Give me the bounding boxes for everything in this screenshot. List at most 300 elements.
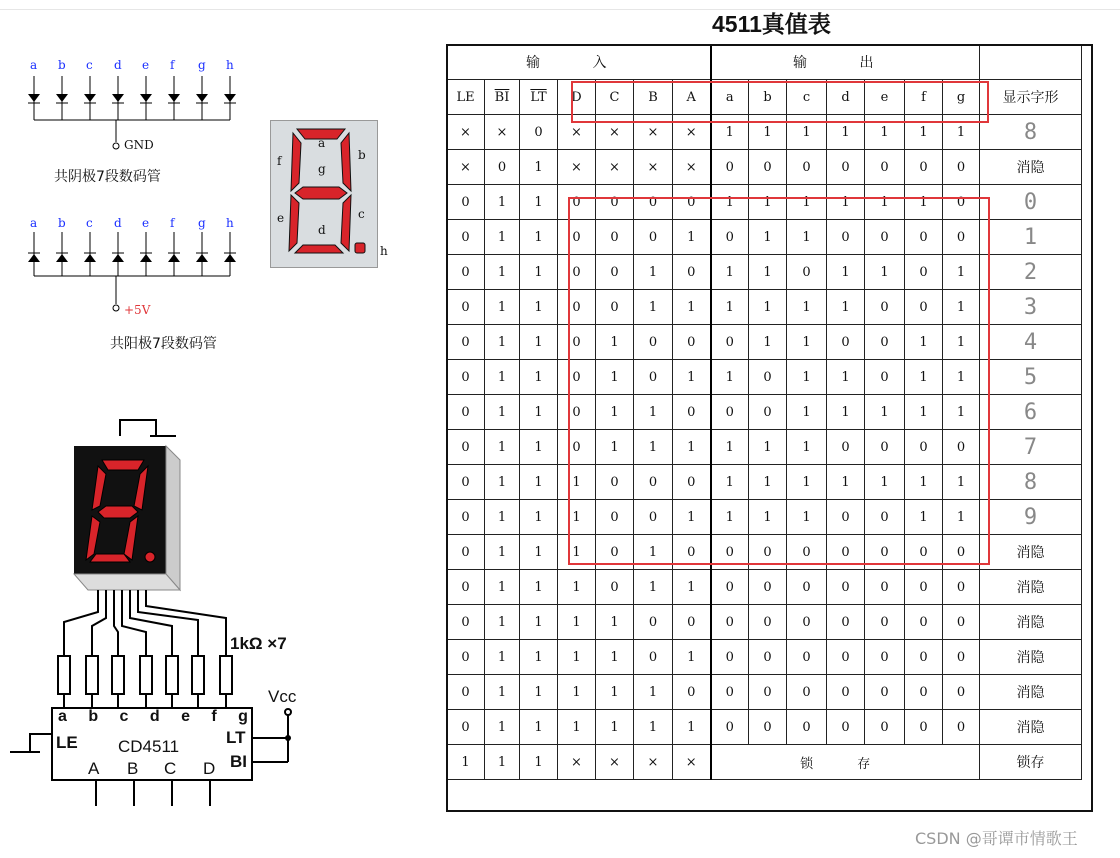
table-cell: 0	[827, 535, 865, 570]
table-cell: 1	[749, 290, 787, 325]
table-cell: 1	[485, 570, 520, 605]
chip-pin-d: d	[149, 708, 160, 725]
table-cell: ×	[634, 150, 673, 185]
group-header-row	[447, 45, 1082, 80]
table-cell: 1	[485, 255, 520, 290]
table-cell: 0	[943, 535, 980, 570]
column-header: e	[865, 80, 905, 115]
chip-name: CD4511	[118, 737, 180, 756]
table-cell: 0	[787, 605, 827, 640]
table-cell: 消隐	[980, 640, 1082, 675]
table-cell: 1	[865, 465, 905, 500]
table-cell: 0	[596, 255, 634, 290]
column-header: B	[634, 80, 673, 115]
chip-pin-g: g	[238, 708, 248, 725]
table-cell: 0	[596, 465, 634, 500]
table-cell: 1	[520, 290, 558, 325]
table-cell: 1	[485, 675, 520, 710]
table-cell: 1	[558, 500, 596, 535]
input-group-header: 输 入	[447, 45, 711, 80]
table-row	[447, 675, 1082, 710]
table-cell: 0	[865, 535, 905, 570]
table-cell: 1	[749, 220, 787, 255]
table-cell: 1	[485, 745, 520, 780]
table-cell: 4	[980, 325, 1082, 360]
table-cell: 1	[485, 325, 520, 360]
chip-top-pins	[58, 708, 248, 726]
table-cell: 0	[447, 640, 485, 675]
table-cell: 1	[520, 395, 558, 430]
column-header: g	[943, 80, 980, 115]
table-cell: 0	[943, 710, 980, 745]
table-cell: 1	[787, 220, 827, 255]
table-cell: 8	[980, 465, 1082, 500]
table-cell: 1	[943, 325, 980, 360]
table-cell: 1	[520, 360, 558, 395]
table-cell: 0	[905, 290, 943, 325]
table-cell: 0	[447, 185, 485, 220]
table-row	[447, 290, 1082, 325]
table-cell: 0	[865, 150, 905, 185]
table-cell: 1	[787, 465, 827, 500]
table-cell: 1	[943, 290, 980, 325]
table-cell: 1	[520, 500, 558, 535]
table-cell: 1	[749, 185, 787, 220]
table-cell: ×	[634, 115, 673, 150]
seg-label-d: d	[114, 58, 122, 72]
table-cell: 0	[673, 675, 711, 710]
table-cell: 1	[905, 500, 943, 535]
table-cell: 1	[827, 255, 865, 290]
table-cell: 1	[485, 395, 520, 430]
table-cell: 0	[749, 535, 787, 570]
table-cell: 0	[827, 710, 865, 745]
table-cell: 0	[787, 535, 827, 570]
chip-pin-d-in: D	[203, 759, 216, 778]
table-cell: 0	[447, 535, 485, 570]
table-cell: 1	[558, 640, 596, 675]
table-cell: 1	[596, 430, 634, 465]
table-cell: 1	[749, 325, 787, 360]
table-cell: 0	[865, 640, 905, 675]
table-cell: 0	[558, 395, 596, 430]
table-cell: 0	[596, 500, 634, 535]
pin-label-c: c	[358, 207, 365, 221]
table-cell: 0	[905, 430, 943, 465]
table-cell: 1	[485, 500, 520, 535]
table-cell: 1	[558, 570, 596, 605]
table-cell: 0	[673, 325, 711, 360]
table-cell: 消隐	[980, 675, 1082, 710]
table-cell: 0	[520, 115, 558, 150]
table-cell: 1	[634, 395, 673, 430]
table-cell: 0	[711, 605, 749, 640]
table-cell: 1	[711, 255, 749, 290]
resistor-label: 1kΩ ×7	[230, 634, 287, 653]
table-cell: 1	[558, 535, 596, 570]
table-cell: ×	[673, 115, 711, 150]
table-cell: 0	[634, 640, 673, 675]
table-row	[447, 220, 1082, 255]
table-cell: 1	[520, 605, 558, 640]
table-cell: 1	[520, 325, 558, 360]
table-cell: 0	[827, 675, 865, 710]
page-title: 4511真值表	[712, 11, 831, 37]
table-cell: 0	[447, 220, 485, 255]
table-cell: 1	[673, 220, 711, 255]
column-header: d	[827, 80, 865, 115]
column-header: b	[749, 80, 787, 115]
table-cell: 1	[905, 360, 943, 395]
table-cell: 0	[827, 640, 865, 675]
table-cell: 1	[711, 290, 749, 325]
table-cell: 1	[520, 570, 558, 605]
pin-label-d: d	[318, 223, 326, 237]
table-cell: 0	[447, 710, 485, 745]
table-cell: 0	[634, 605, 673, 640]
vcc-label: Vcc	[268, 687, 297, 706]
table-cell: 1	[827, 185, 865, 220]
column-header: LE	[447, 80, 485, 115]
table-row	[447, 325, 1082, 360]
table-cell: 1	[711, 360, 749, 395]
table-cell: 1	[711, 185, 749, 220]
table-cell: ×	[447, 115, 485, 150]
table-cell: ×	[673, 150, 711, 185]
table-cell: 0	[749, 640, 787, 675]
table-cell: 1	[596, 675, 634, 710]
table-cell: 0	[447, 605, 485, 640]
table-row	[447, 185, 1082, 220]
table-cell: 0	[673, 535, 711, 570]
table-cell: 1	[787, 500, 827, 535]
table-cell: 0	[865, 290, 905, 325]
seg-label-f: f	[170, 58, 175, 72]
table-cell: 1	[749, 500, 787, 535]
table-cell: 1	[485, 605, 520, 640]
table-cell: 0	[673, 395, 711, 430]
table-cell: 0	[711, 570, 749, 605]
chip-pin-f: f	[211, 708, 217, 725]
table-cell: ×	[673, 745, 711, 780]
table-cell: 0	[558, 325, 596, 360]
table-cell: 0	[749, 570, 787, 605]
table-cell: 0	[905, 605, 943, 640]
table-cell: 1	[447, 745, 485, 780]
table-cell: 1	[520, 220, 558, 255]
table-cell: 1	[827, 395, 865, 430]
table-cell: 1	[596, 325, 634, 360]
output-group-header: 输 出	[711, 45, 980, 80]
table-cell: 1	[485, 465, 520, 500]
seg-label-f: f	[170, 216, 175, 230]
chip-pin-a: a	[58, 708, 67, 725]
table-cell: 0	[634, 360, 673, 395]
chip-pin-le: LE	[56, 733, 78, 752]
table-cell: 0	[485, 150, 520, 185]
table-cell: 1	[558, 605, 596, 640]
table-cell: 1	[485, 710, 520, 745]
table-cell: 8	[980, 115, 1082, 150]
table-cell: 消隐	[980, 535, 1082, 570]
chip-pin-bi: BI	[230, 752, 247, 771]
table-cell: 0	[711, 150, 749, 185]
column-header: C	[596, 80, 634, 115]
table-cell: 0	[447, 395, 485, 430]
table-cell: 0	[905, 535, 943, 570]
table-cell: 0	[749, 710, 787, 745]
table-cell: 0	[865, 710, 905, 745]
led-array-cathode	[20, 60, 260, 180]
table-cell: 1	[943, 465, 980, 500]
table-cell: 0	[787, 640, 827, 675]
table-cell: 1	[520, 430, 558, 465]
table-cell: 1	[520, 185, 558, 220]
truth-table	[446, 44, 1082, 780]
column-header: f	[905, 80, 943, 115]
table-cell: ×	[558, 745, 596, 780]
table-cell: 1	[865, 255, 905, 290]
table-cell: 1	[520, 745, 558, 780]
table-cell: 0	[447, 430, 485, 465]
header-blank	[980, 45, 1082, 80]
table-cell: 0	[749, 150, 787, 185]
seg-label-a: a	[30, 58, 38, 72]
pin-label-a: a	[318, 136, 326, 150]
table-cell: 0	[943, 185, 980, 220]
table-cell: 1	[943, 115, 980, 150]
chip-pin-a-in: A	[88, 759, 100, 778]
table-cell: 1	[634, 675, 673, 710]
column-header-row	[447, 80, 1082, 115]
table-cell: 锁存	[980, 745, 1082, 780]
table-cell: 0	[943, 605, 980, 640]
table-cell: 0	[865, 220, 905, 255]
table-cell: 1	[787, 395, 827, 430]
table-cell: 0	[905, 675, 943, 710]
table-cell: ×	[634, 745, 673, 780]
table-cell: 1	[943, 255, 980, 290]
seg-label-b: b	[58, 58, 66, 72]
table-cell: 0	[711, 325, 749, 360]
table-cell: 1	[520, 465, 558, 500]
table-cell: 1	[520, 535, 558, 570]
table-cell: 1	[520, 675, 558, 710]
table-cell: 0	[749, 395, 787, 430]
table-cell: 1	[905, 325, 943, 360]
table-cell: 0	[943, 675, 980, 710]
pin-label-g: g	[318, 162, 326, 176]
table-cell: 1	[943, 500, 980, 535]
table-cell: 1	[787, 325, 827, 360]
table-cell: 1	[673, 360, 711, 395]
table-cell: 0	[673, 185, 711, 220]
table-cell: 0	[865, 360, 905, 395]
table-cell: 1	[673, 430, 711, 465]
table-cell: 0	[634, 325, 673, 360]
table-cell: 1	[749, 115, 787, 150]
table-cell: 0	[787, 150, 827, 185]
table-cell: 0	[596, 185, 634, 220]
table-cell: 1	[485, 185, 520, 220]
table-cell: 1	[596, 360, 634, 395]
table-row	[447, 605, 1082, 640]
table-row	[447, 745, 1082, 780]
table-cell: 3	[980, 290, 1082, 325]
table-cell: 0	[980, 185, 1082, 220]
table-cell: 0	[447, 675, 485, 710]
table-cell: 1	[520, 255, 558, 290]
table-cell: 1	[485, 360, 520, 395]
table-cell: 0	[787, 570, 827, 605]
table-cell: 1	[485, 535, 520, 570]
table-cell: 1	[787, 185, 827, 220]
chip-pin-c: c	[119, 708, 129, 725]
table-cell: ×	[485, 115, 520, 150]
table-cell: 1	[558, 675, 596, 710]
table-cell: 1	[827, 290, 865, 325]
seg-label-d: d	[114, 216, 122, 230]
table-cell: 1	[787, 430, 827, 465]
table-cell: 0	[447, 255, 485, 290]
table-cell: 1	[673, 500, 711, 535]
pin-label-b: b	[358, 148, 366, 162]
table-cell: 1	[634, 255, 673, 290]
gnd-label: GND	[124, 138, 154, 152]
table-cell: 7	[980, 430, 1082, 465]
column-header: $\overline{LT}$	[520, 80, 558, 115]
table-row	[447, 570, 1082, 605]
pin-label-f: f	[277, 154, 282, 168]
table-cell: 0	[596, 535, 634, 570]
table-cell: 1	[596, 395, 634, 430]
seg-label-g: g	[198, 216, 206, 230]
table-cell: 0	[711, 675, 749, 710]
column-header: 显示字形	[980, 80, 1082, 115]
table-row	[447, 640, 1082, 675]
table-cell: 0	[905, 150, 943, 185]
table-cell: 0	[905, 255, 943, 290]
table-cell: 0	[943, 430, 980, 465]
table-cell: 1	[943, 395, 980, 430]
table-cell: 1	[485, 220, 520, 255]
column-header: A	[673, 80, 711, 115]
table-row	[447, 465, 1082, 500]
table-cell: 0	[558, 255, 596, 290]
vcc5-label: +5V	[124, 303, 151, 317]
table-cell: 1	[673, 570, 711, 605]
table-cell: ×	[558, 115, 596, 150]
table-cell: 1	[520, 640, 558, 675]
table-cell: 1	[673, 640, 711, 675]
table-cell: 0	[673, 605, 711, 640]
table-cell: 0	[711, 710, 749, 745]
table-cell: 0	[865, 675, 905, 710]
table-cell: 0	[827, 220, 865, 255]
chip-pin-c-in: C	[164, 759, 177, 778]
table-cell: 1	[673, 710, 711, 745]
table-cell: 5	[980, 360, 1082, 395]
table-cell: 1	[711, 430, 749, 465]
table-row	[447, 115, 1082, 150]
table-cell: 1	[787, 360, 827, 395]
table-cell: 0	[711, 395, 749, 430]
table-cell: 0	[827, 325, 865, 360]
seg-label-h: h	[226, 58, 234, 72]
table-row	[447, 150, 1082, 185]
table-cell: 0	[558, 220, 596, 255]
table-cell: 0	[943, 640, 980, 675]
table-cell: 0	[749, 605, 787, 640]
table-cell: 1	[905, 185, 943, 220]
table-cell: 1	[827, 115, 865, 150]
seg-label-c: c	[86, 216, 93, 230]
table-row	[447, 360, 1082, 395]
table-cell: 1	[711, 465, 749, 500]
table-row	[447, 430, 1082, 465]
table-cell: 0	[634, 220, 673, 255]
table-cell: 0	[943, 570, 980, 605]
table-cell: 0	[634, 185, 673, 220]
table-cell: 0	[558, 430, 596, 465]
table-cell: 1	[865, 115, 905, 150]
table-cell: 1	[673, 290, 711, 325]
table-cell: 1	[749, 465, 787, 500]
table-cell: ×	[596, 745, 634, 780]
seg-label-b: b	[58, 216, 66, 230]
table-cell: 0	[447, 360, 485, 395]
table-cell: 消隐	[980, 150, 1082, 185]
chip-pin-b-in: B	[127, 759, 139, 778]
table-cell: 1	[485, 640, 520, 675]
table-row	[447, 535, 1082, 570]
table-cell: 6	[980, 395, 1082, 430]
table-cell: 0	[865, 570, 905, 605]
table-cell: 0	[711, 535, 749, 570]
table-cell: 1	[905, 115, 943, 150]
anode-caption: 共阳极7段数码管	[110, 336, 217, 352]
pin-label-e: e	[277, 211, 285, 225]
table-cell: 1	[711, 115, 749, 150]
table-cell: 1	[596, 710, 634, 745]
column-header: a	[711, 80, 749, 115]
watermark: CSDN @哥谭市情歌王	[915, 829, 1078, 848]
table-cell: 0	[711, 640, 749, 675]
table-cell: 0	[865, 325, 905, 360]
truth-table-body	[447, 45, 1082, 780]
table-cell: 1	[634, 535, 673, 570]
table-cell: 1	[558, 710, 596, 745]
table-cell: 1	[711, 500, 749, 535]
table-cell: 0	[596, 570, 634, 605]
table-cell: 0	[447, 290, 485, 325]
table-cell: 1	[749, 255, 787, 290]
table-cell: 0	[827, 605, 865, 640]
seg-label-e: e	[142, 58, 150, 72]
seg-label-e: e	[142, 216, 150, 230]
pin-label-h: h	[380, 244, 388, 258]
table-cell: 0	[827, 500, 865, 535]
table-cell: 1	[485, 430, 520, 465]
table-cell: 0	[596, 220, 634, 255]
chip-pin-b: b	[88, 708, 99, 725]
table-cell: 0	[905, 710, 943, 745]
seg-label-a: a	[30, 216, 38, 230]
table-cell: 1	[827, 360, 865, 395]
table-cell: 0	[558, 360, 596, 395]
table-row	[447, 710, 1082, 745]
table-cell: 1	[634, 710, 673, 745]
